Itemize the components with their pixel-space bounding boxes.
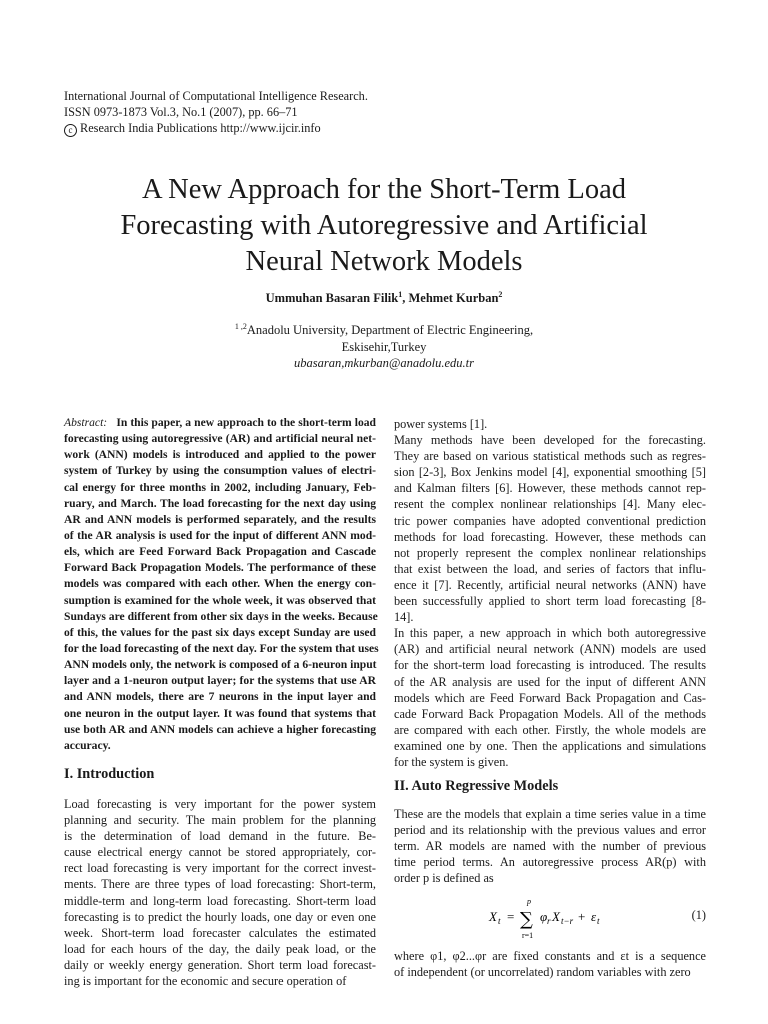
journal-name: International Journal of Computational Intelligence Research. (64, 89, 368, 103)
eq-equals: = (507, 909, 515, 924)
paragraph-line: (AR) and artificial neural network (ANN) models are used (394, 642, 706, 657)
abstract-line: work (ANN) models is introduced and applied to the power (64, 448, 376, 462)
journal-header (64, 88, 368, 137)
paragraph-line: These are the models that explain a time series value in a time (394, 807, 706, 821)
paragraph-line: time period terms. An autoregressive process AR(p) with (394, 855, 706, 870)
author-superscript: 2 (498, 290, 503, 299)
title-line: A New Approach for the Short-Term Load (142, 174, 626, 205)
paragraph-line: ing is important for the economic and secure operation of (64, 974, 347, 989)
paragraph-line: forecasting is to predict the hourly loads, one day or even one (64, 909, 376, 924)
paragraph-line: is the determination of load demand in the future. Be- (64, 829, 376, 844)
eq-phi: φ (540, 909, 548, 924)
eq-sum-upper: p (527, 897, 531, 906)
eq-lhs-x: X (489, 909, 497, 924)
ar-models-after-equation (394, 948, 706, 980)
paragraph-line: term. AR models are named with the number of previous (394, 839, 706, 854)
abstract-line: AR and ANN models is performed separately, and the results (64, 512, 376, 526)
abstract-line: accuracy. (64, 738, 111, 752)
paragraph-line: of independent (or uncorrelated) random variables with zero (394, 965, 691, 980)
abstract-label: Abstract: (64, 416, 108, 429)
journal-issn: ISSN 0973-1873 Vol.3, No.1 (2007), pp. 66–71 (64, 105, 298, 119)
journal-copyright (64, 120, 368, 137)
introduction-continued (394, 416, 706, 770)
paragraph-line: middle-term and long-term load forecasting. Short-term load (64, 893, 376, 908)
title-line: Neural Network Models (245, 246, 523, 277)
eq-phi-sub: r (547, 916, 551, 926)
paragraph-line: been successfully applied to short term load forecasting [8- (394, 594, 706, 609)
paragraph-line: and Kalman filters [6]. However, these methods cannot rep- (394, 481, 706, 496)
affiliation-superscript: 1 ,2 (234, 322, 247, 331)
abstract (64, 415, 379, 754)
abstract-line: of the AR analysis is used for the input of different ANN mod- (64, 528, 376, 542)
eq-sum-symbol: ∑ (520, 909, 533, 930)
author-name: Ummuhan Basaran Filik (265, 291, 399, 305)
abstract-line: of this, the values for the past six days except Sunday are used (64, 625, 376, 639)
paragraph-line: resent the complex nonlinear relationships [4]. Many elec- (394, 497, 706, 512)
paragraph-line: They are based on various statistical methods such as regres- (394, 449, 706, 464)
paragraph-line: daily or weekly energy generation. Short term load forecast- (64, 957, 376, 972)
abstract-line: sumption is examined for the whole week, it was observed that (64, 593, 376, 607)
paragraph-line: sion [2-3], Box Jenkins model [4], exponential smoothing [5] (394, 465, 706, 480)
paragraph-line: tric power companies have adopted conventional prediction (394, 513, 706, 528)
abstract-line: layer and a 1-neuron output layer; for the systems that use AR (64, 674, 376, 688)
eq-lhs-sub: t (498, 916, 501, 926)
eq-x: X (552, 909, 560, 924)
abstract-line: system of Turkey by using the consumption values of electri- (64, 464, 376, 478)
eq-plus: + (578, 909, 586, 924)
paragraph-line: where φ1, φ2...φr are fixed constants and εt is a sequence (394, 949, 706, 963)
paragraph-line: cause electrical energy cannot be stored appropriately, cor- (64, 845, 376, 860)
paragraph-line: order p is defined as (394, 871, 494, 886)
equation-formula (394, 894, 634, 942)
abstract-line: forecasting using autoregressive (AR) and artificial neural net- (64, 432, 376, 446)
author-name: Mehmet Kurban (408, 291, 499, 305)
journal-publisher: Research India Publications http://www.ijcir.info (80, 121, 321, 135)
paragraph-line: models which are Feed Forward Back Propagation and Cas- (394, 690, 706, 705)
paragraph-line: ments. There are three types of load forecasting: Short-term, (64, 877, 376, 892)
abstract-line: and ANN models, there are 7 neurons in the input layer and (64, 690, 376, 704)
paragraph-line: Many methods have been developed for the forecasting. (394, 433, 706, 448)
eq-sum-lower: r=1 (522, 931, 534, 940)
equation-number: (1) (691, 908, 706, 922)
abstract-line: ruary, and March. The load forecasting for the next day using (64, 496, 376, 510)
paragraph-line: rect load forecasting is very important for the correct invest- (64, 861, 376, 876)
paragraph-line: of the AR analysis are used for the input of different ANN (394, 674, 706, 689)
eq-epsilon-sub: t (597, 916, 600, 926)
paragraph-line: methods for load forecasting. However, these methods can (394, 529, 706, 544)
section-heading-introduction: I. Introduction (64, 766, 155, 782)
author-list (0, 291, 768, 306)
title-line: Forecasting with Autoregressive and Artificial (120, 210, 648, 241)
abstract-line: use both AR and ANN models can achieve a higher forecasting (64, 722, 376, 736)
paragraph-line: planning and security. The main problem for the planning (64, 813, 376, 828)
eq-epsilon: ε (591, 909, 597, 924)
paragraph-line: for the system is given. (394, 754, 509, 769)
paragraph-line: power systems [1]. (394, 417, 488, 431)
paragraph-line: examined one by one. Then the applications and simulations (394, 738, 706, 753)
paragraph-line: Load forecasting is very important for the power system (64, 797, 376, 811)
affiliation-line: Eskisehir,Turkey (341, 339, 427, 354)
abstract-line: for the load forecasting of the next day. For the system that uses (64, 641, 379, 655)
eq-x-sub: t−r (561, 916, 574, 926)
paragraph-line: In this paper, a new approach in which both autoregressive (394, 626, 706, 641)
paragraph-line: load for each hours of the day, the daily peak load, or the (64, 941, 376, 956)
paragraph-line: that exist between the load, and series of factors that influ- (394, 561, 706, 576)
abstract-line: els, which are Feed Forward Back Propagation and Cascade (64, 545, 376, 559)
paragraph-line: not properly represent the complex nonlinear relationships (394, 545, 706, 560)
paragraph-line: are compared with each other. Firstly, the whole models are (394, 722, 706, 737)
abstract-line: Sundays are different from other six days in the weeks. Because (64, 609, 378, 623)
affiliation-line: Anadolu University, Department of Electric Engineering, (246, 323, 534, 337)
paragraph-line: period and its relationship with the previous values and error (394, 823, 706, 838)
abstract-line (64, 415, 376, 431)
abstract-line: one neuron in the output layer. It was found that systems that (64, 706, 376, 720)
paragraph-line: 14]. (394, 610, 414, 625)
abstract-line-text: In this paper, a new approach to the short-term load (116, 416, 376, 429)
abstract-line: ANN models only, the network is composed of a 6-neuron input (64, 658, 377, 672)
abstract-line: cal energy for three months in 2002, including January, Feb- (64, 480, 376, 494)
introduction-body (64, 796, 376, 989)
author-separator: , (402, 291, 409, 305)
section-heading-ar-models: II. Auto Regressive Models (394, 778, 559, 794)
equation-1 (394, 894, 706, 942)
paragraph-line: week. Short-term load forecaster calculates the estimated (64, 925, 376, 940)
copyright-icon: c (64, 124, 77, 137)
author-email: ubasaran,mkurban@anadolu.edu.tr (294, 356, 474, 370)
paragraph-line: cade Forward Back Propagation Models. All of the methods (394, 706, 706, 721)
author-superscript: 1 (398, 290, 403, 299)
affiliation (0, 322, 768, 372)
paper-title (60, 172, 708, 280)
paragraph-line: for the short-term load forecasting is introduced. The results (394, 658, 706, 673)
paragraph-line: ence it [7]. Recently, artificial neural networks (ANN) have (394, 577, 706, 592)
abstract-line: Forward Back Propagation Models. The performance of these (64, 561, 376, 575)
ar-models-body (394, 806, 706, 886)
abstract-line: models was compared with each other. When the energy con- (64, 577, 376, 591)
